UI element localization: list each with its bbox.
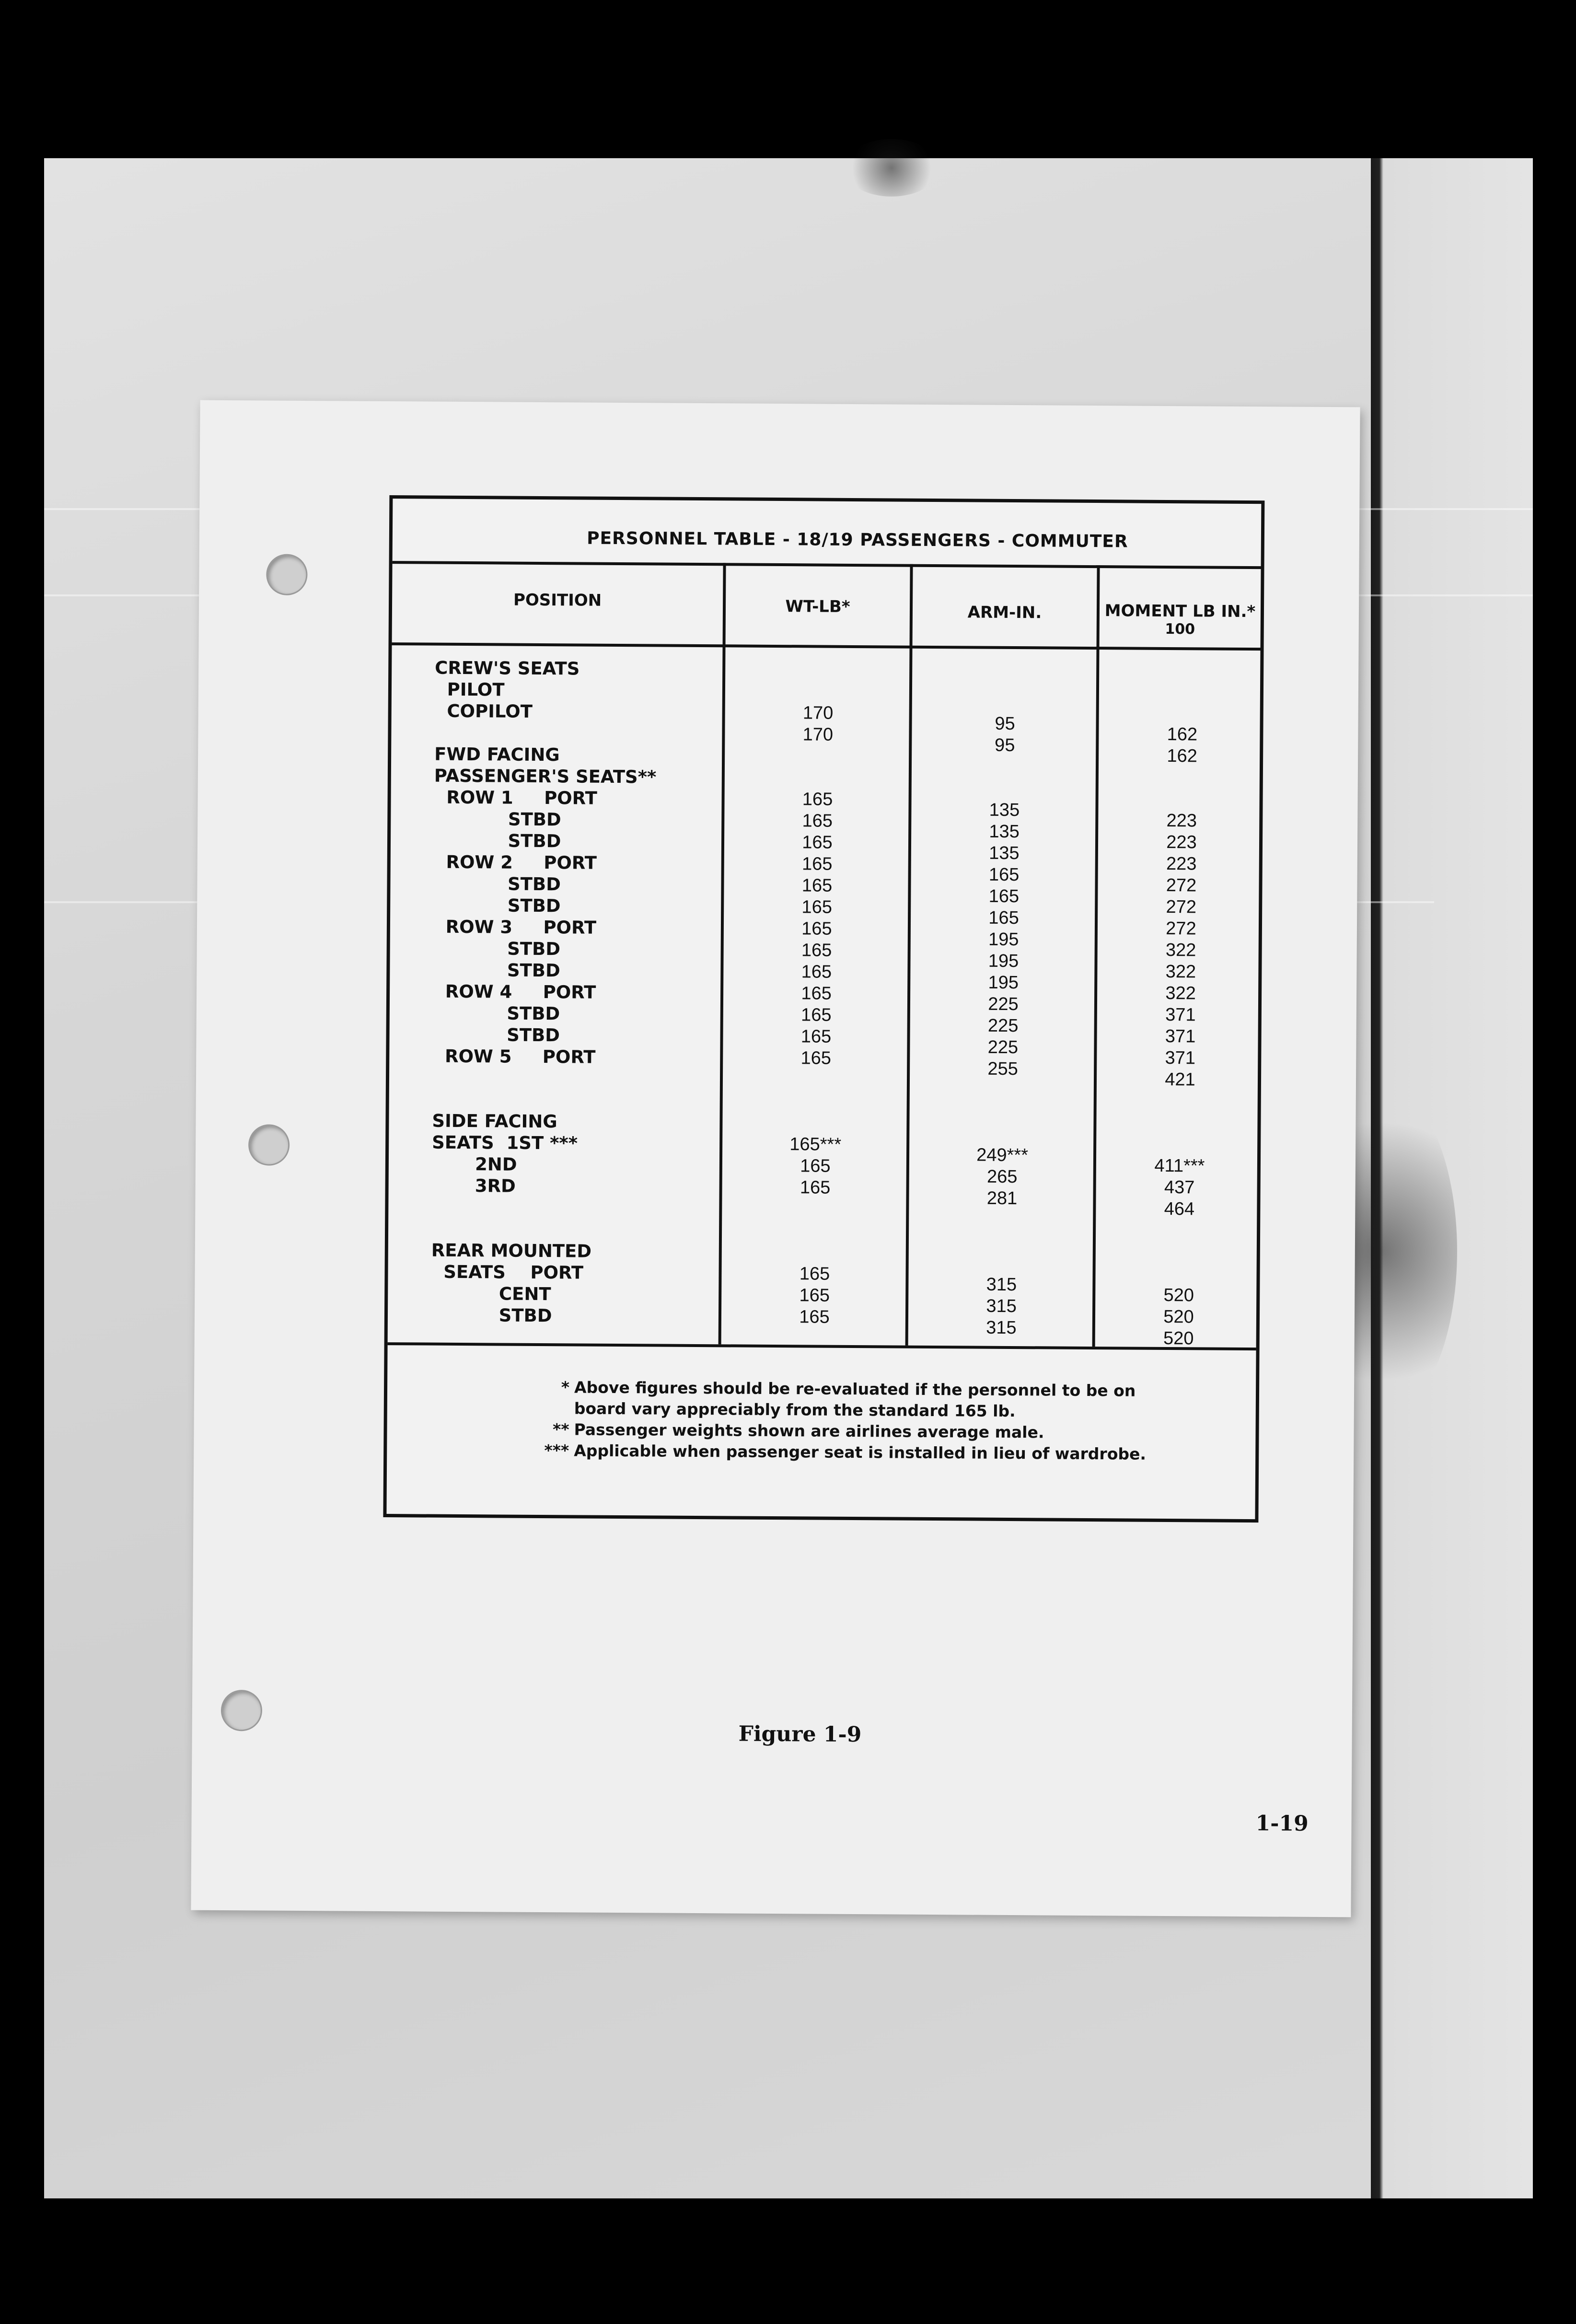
arm-cell: 95 [995, 735, 1015, 756]
arm-cell: 225 [987, 1037, 1019, 1058]
position-line: 2ND [431, 1153, 517, 1175]
note-text: Above figures should be re-evaluated if the personnel to be on board vary appreciably from the standard 165 lb. [574, 1378, 1136, 1421]
moment-cell: 322 [1165, 983, 1196, 1004]
note-mark: ** [552, 1420, 569, 1439]
arm-cell: 95 [995, 713, 1015, 734]
arm-cell: 265 [986, 1166, 1018, 1187]
moment-cell: 223 [1166, 832, 1197, 853]
table-rule [393, 561, 1261, 569]
header-weight: WT-LB* [785, 597, 850, 616]
arm-cell: 315 [986, 1296, 1017, 1317]
position-line: STBD [432, 1002, 560, 1024]
moment-cell: 162 [1167, 745, 1197, 767]
moment-cell: 322 [1165, 940, 1196, 961]
weight-cell: 165 [800, 1048, 832, 1069]
moment-cell: 272 [1166, 875, 1197, 896]
arm-cell: 315 [986, 1274, 1017, 1295]
weight-cell: 170 [802, 703, 834, 723]
header-moment-bottom: 100 [1165, 620, 1195, 638]
position-line: ROW 5 PORT [432, 1046, 596, 1068]
position-line: PILOT [434, 679, 505, 700]
moment-cell: 223 [1166, 810, 1197, 831]
weight-cell: 165 [801, 983, 832, 1004]
document-sheet [191, 400, 1360, 1917]
position-line: SEATS PORT [431, 1261, 584, 1283]
weight-column [752, 702, 881, 1329]
weight-cell: 165 [801, 875, 833, 896]
weight-cell: 165 [802, 789, 833, 810]
position-line [432, 1067, 655, 1090]
table-column-rule [718, 563, 726, 1344]
moment-cell: 272 [1166, 896, 1197, 918]
position-line: COPILOT [434, 700, 533, 722]
moment-cell: 421 [1165, 1069, 1195, 1090]
moment-cell: 322 [1165, 961, 1196, 982]
position-line: CENT [431, 1283, 551, 1305]
arm-cell: 195 [988, 972, 1019, 993]
personnel-table [383, 495, 1264, 1522]
arm-cell: 165 [988, 886, 1020, 907]
weight-cell: 165 [799, 1264, 830, 1284]
position-line: ROW 1 PORT [434, 787, 597, 809]
weight-cell: 165 [800, 1156, 831, 1176]
position-line [431, 1218, 654, 1241]
position-line: STBD [433, 959, 560, 981]
moment-cell: 223 [1166, 853, 1197, 874]
moment-cell: 272 [1166, 918, 1196, 939]
moment-column [1116, 723, 1245, 1350]
arm-cell: 195 [988, 929, 1019, 950]
weight-cell: 165 [801, 962, 832, 982]
position-line: SEATS 1ST *** [432, 1132, 578, 1154]
position-line: REAR MOUNTED [431, 1240, 592, 1262]
position-line [434, 722, 657, 745]
moment-cell: 520 [1163, 1328, 1194, 1349]
table-rule [392, 642, 1261, 651]
arm-cell: 249*** [976, 1145, 1029, 1166]
header-moment-top: MOMENT LB IN.* [1104, 601, 1256, 622]
page-number: 1-19 [1255, 1811, 1309, 1836]
position-line [431, 1197, 654, 1220]
weight-cell: 165 [802, 811, 833, 831]
note-mark: *** [544, 1441, 569, 1460]
position-line: PASSENGER'S SEATS** [434, 765, 657, 788]
arm-cell: 225 [987, 1015, 1019, 1036]
punch-hole [266, 554, 308, 595]
note-item [521, 1377, 1174, 1423]
moment-cell: 520 [1163, 1306, 1194, 1327]
punch-hole [248, 1124, 290, 1166]
arm-cell: 315 [986, 1317, 1017, 1338]
moment-cell: 162 [1167, 724, 1198, 745]
position-line: CREW'S SEATS [435, 657, 580, 679]
position-column [431, 657, 657, 1327]
position-line: STBD [433, 938, 561, 960]
position-line: STBD [433, 873, 561, 895]
table-column-rule [905, 564, 913, 1346]
position-line: ROW 4 PORT [432, 981, 596, 1003]
table-title: PERSONNEL TABLE - 18/19 PASSENGERS - COMMUTER [587, 528, 1128, 552]
arm-column [939, 713, 1067, 1339]
punch-hole [221, 1690, 263, 1731]
arm-cell: 135 [989, 800, 1020, 821]
position-line: ROW 3 PORT [433, 916, 597, 938]
smudge [844, 139, 939, 197]
weight-cell: 170 [802, 724, 834, 745]
table-notes [521, 1377, 1173, 1465]
weight-cell: 165 [800, 1177, 831, 1198]
arm-cell: 281 [986, 1188, 1018, 1209]
position-line: FWD FACING [434, 744, 560, 766]
moment-cell: 464 [1164, 1198, 1195, 1220]
note-text: Applicable when passenger seat is installed in lieu of wardrobe. [574, 1441, 1147, 1464]
position-line: STBD [430, 1304, 552, 1326]
weight-cell: 165 [801, 940, 832, 961]
header-arm: ARM-IN. [967, 603, 1042, 623]
position-line [432, 1089, 655, 1112]
position-line: ROW 2 PORT [433, 851, 597, 873]
weight-cell: 165 [802, 832, 833, 853]
weight-cell: 165 [801, 897, 833, 918]
arm-cell: 255 [987, 1058, 1018, 1080]
moment-cell: 371 [1165, 1004, 1196, 1025]
header-moment [1100, 601, 1261, 638]
arm-cell: 165 [988, 864, 1020, 885]
arm-cell: 165 [988, 907, 1019, 929]
note-mark: * [561, 1378, 570, 1397]
moment-cell: 371 [1165, 1047, 1196, 1069]
weight-cell: 165 [800, 1026, 832, 1047]
position-line: STBD [433, 895, 561, 917]
moment-cell: 520 [1163, 1285, 1194, 1306]
weight-cell: 165 [801, 918, 832, 939]
weight-cell: 165 [801, 1005, 832, 1025]
weight-cell: 165 [799, 1307, 830, 1327]
moment-cell: 437 [1164, 1177, 1195, 1198]
note-text: Passenger weights shown are airlines average male. [574, 1420, 1044, 1442]
position-line: 3RD [431, 1175, 516, 1197]
weight-cell: 165*** [789, 1134, 842, 1155]
moment-cell: 371 [1165, 1026, 1196, 1047]
weight-cell: 165 [801, 854, 833, 874]
figure-caption: Figure 1-9 [738, 1721, 862, 1747]
table-column-rule [1092, 565, 1100, 1347]
position-line: SIDE FACING [432, 1110, 557, 1132]
arm-cell: 135 [989, 821, 1020, 842]
header-position: POSITION [513, 590, 602, 610]
position-line: STBD [432, 1024, 560, 1046]
weight-cell: 165 [799, 1285, 830, 1306]
position-line: STBD [433, 830, 561, 852]
moment-cell: 411*** [1154, 1155, 1205, 1176]
arm-cell: 135 [989, 843, 1020, 864]
note-item [521, 1440, 1173, 1465]
position-line: STBD [434, 808, 561, 830]
arm-cell: 195 [988, 951, 1019, 972]
arm-cell: 225 [988, 994, 1019, 1015]
